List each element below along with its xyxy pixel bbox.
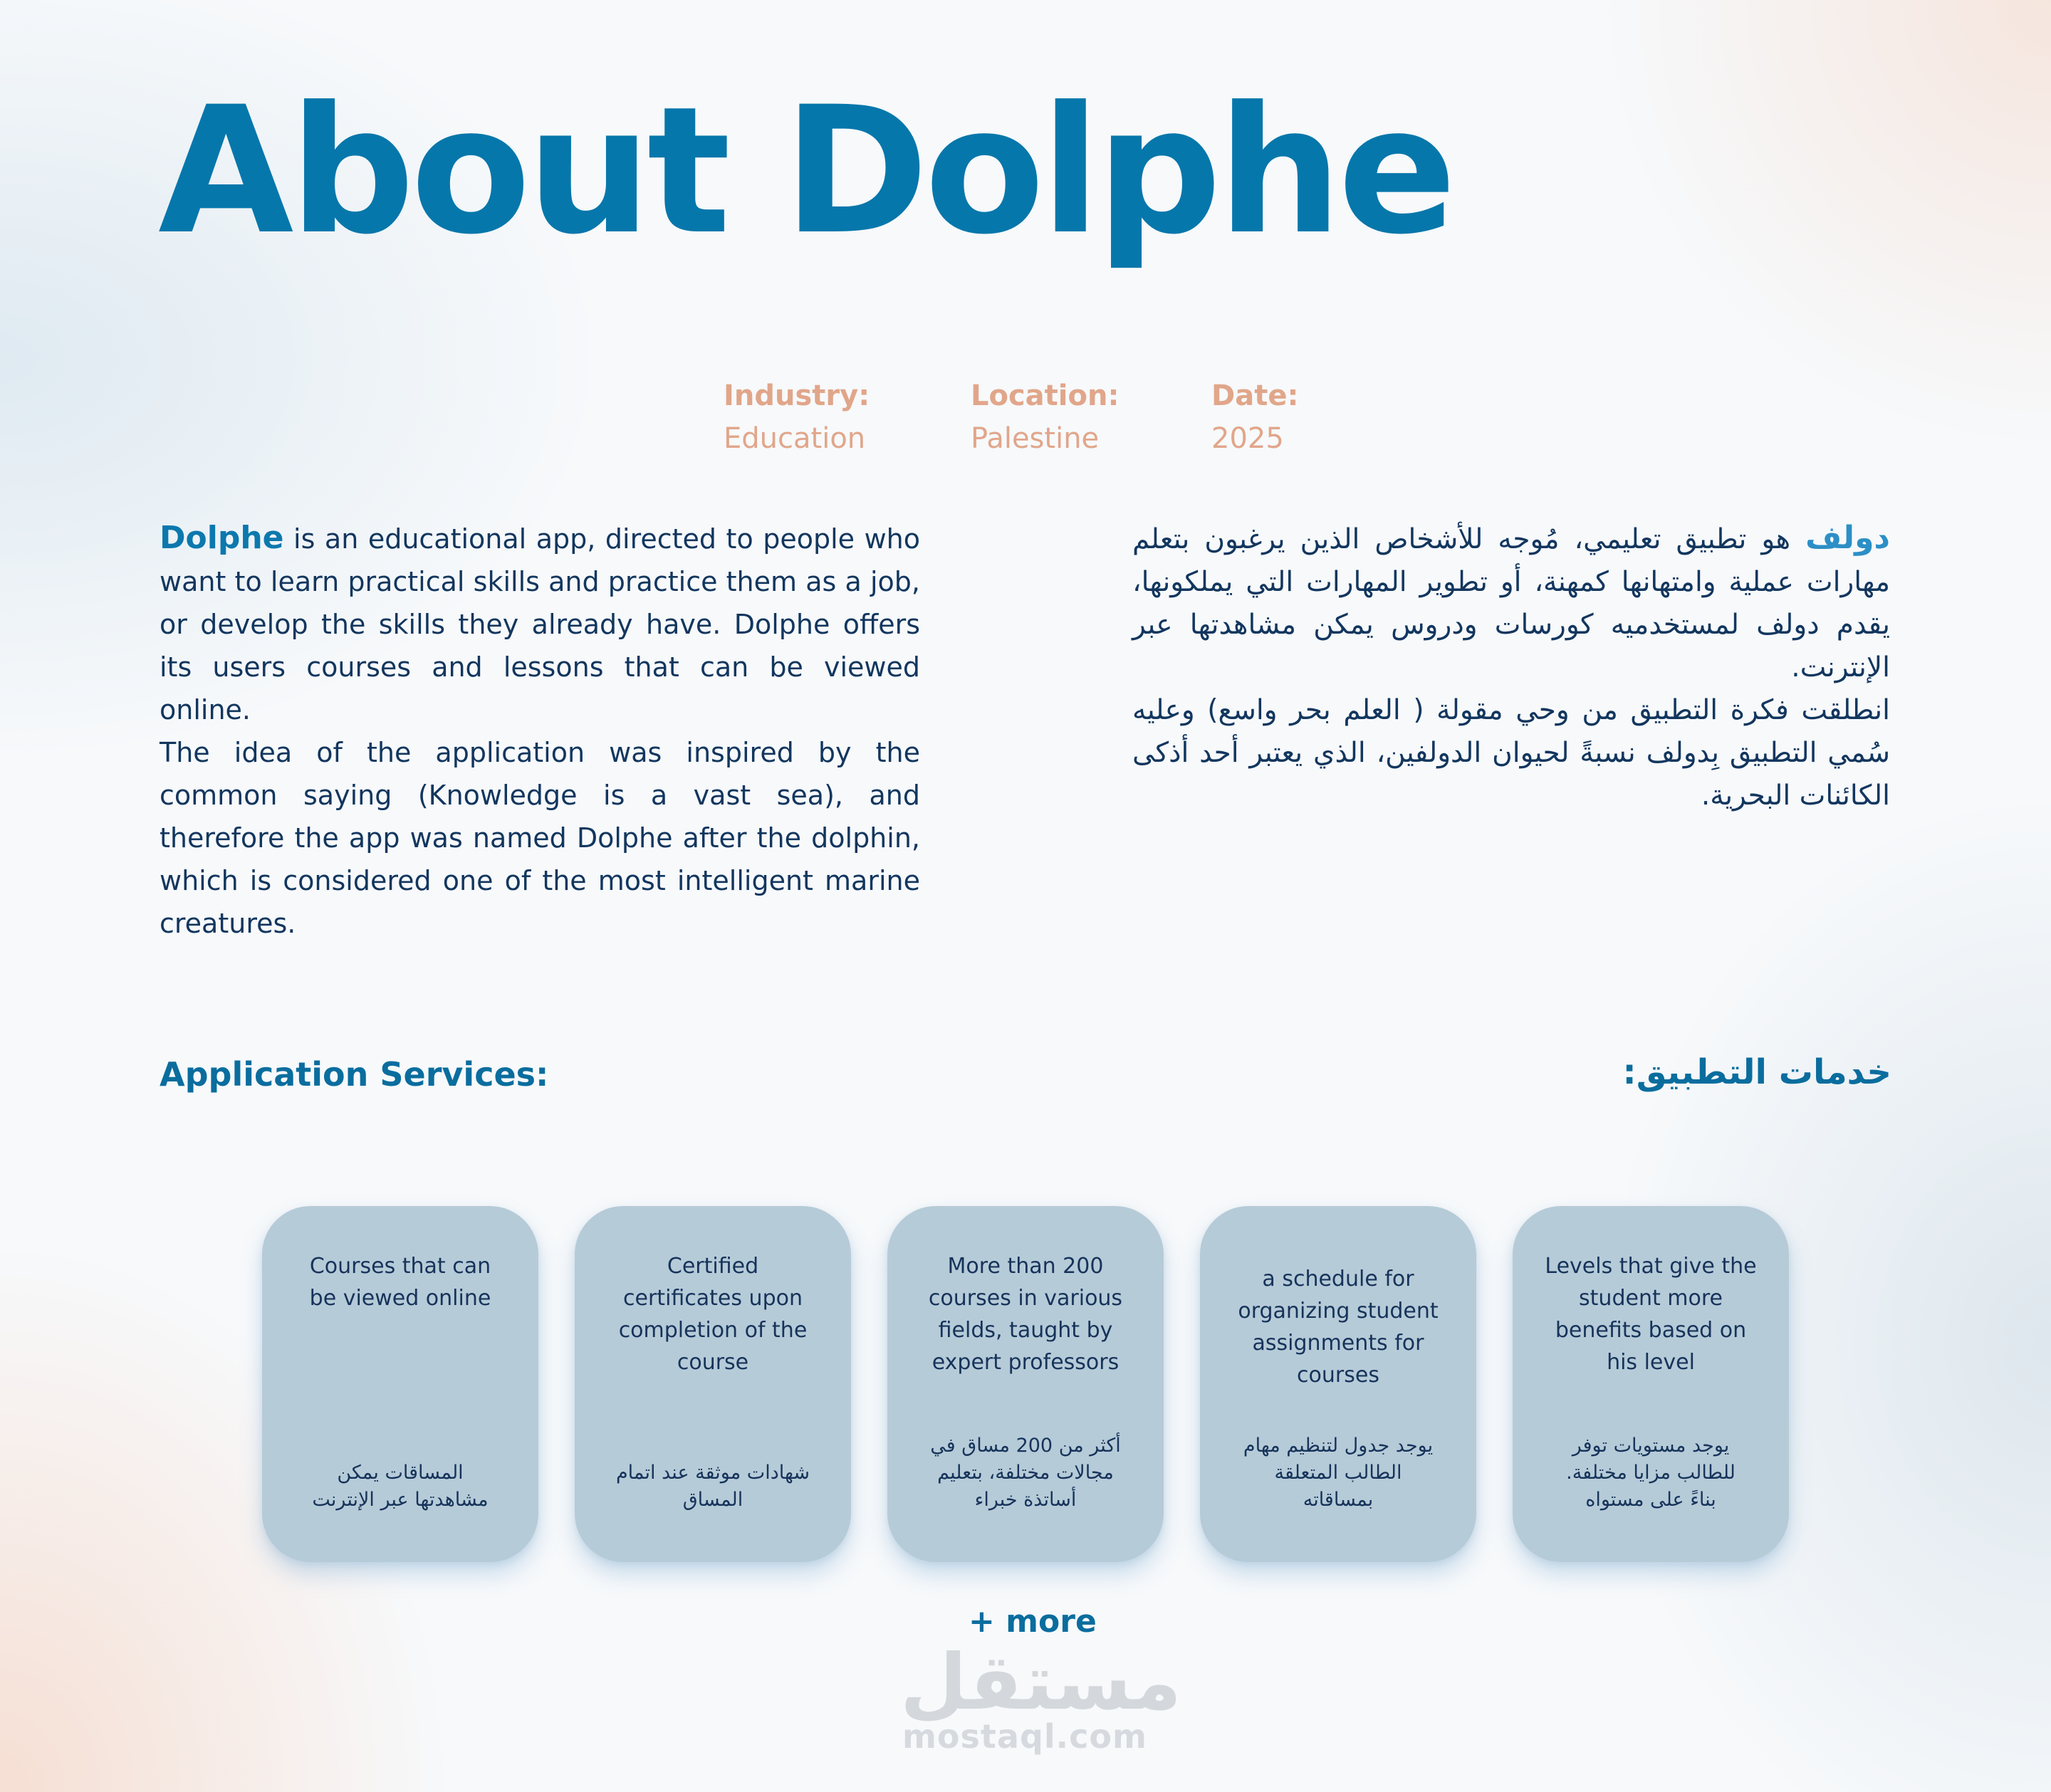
services-heading-ar: خدمات التطبيق: bbox=[1622, 1052, 1891, 1092]
about-arabic-p1 bbox=[1132, 517, 1890, 689]
meta-location-value: Palestine bbox=[971, 422, 1100, 455]
service-card-ar: المساقات يمكن مشاهدتها عبر الإنترنت bbox=[312, 1462, 489, 1511]
meta-industry-label: Industry: bbox=[724, 379, 870, 412]
service-card-ar: شهادات موثقة عند اتمام المساق bbox=[615, 1462, 810, 1511]
service-card-ar: يوجد جدول لتنظيم مهام الطالب المتعلقة بمساقاته bbox=[1243, 1435, 1434, 1511]
about-english bbox=[160, 517, 920, 945]
service-card-online-courses bbox=[262, 1206, 538, 1562]
service-card-levels bbox=[1513, 1206, 1789, 1562]
about-english-p1 bbox=[160, 517, 920, 731]
brand-name-en: Dolphe bbox=[160, 520, 284, 556]
about-english-p2: The idea of the application was inspired by the common saying (Knowledge is a vast sea), and therefore the app was named Dolphe after the dolphin, which is considered one of the most intelligent marine creatures. bbox=[160, 737, 920, 939]
about-arabic-p2: انطلقت فكرة التطبيق من وحي مقولة ( العلم بحر واسع) وعليه سُمي التطبيق بِدولف نسبةً لحيوان الدولفين، الذي يعتبر أحد أذكى الكائنات البحرية. bbox=[1132, 694, 1890, 812]
service-card-en: Courses that can be viewed online bbox=[309, 1254, 491, 1311]
service-card-ar: يوجد مستويات توفر للطالب مزايا مختلفة. بناءً على مستواه bbox=[1566, 1435, 1736, 1511]
about-english-p1-text: is an educational app, directed to people who want to learn practical skills and practice them as a job, or develop the skills they already have. Dolphe offers its users courses and lessons that can be viewed online. bbox=[160, 523, 920, 725]
meta-location-label: Location: bbox=[971, 379, 1120, 412]
meta-industry bbox=[724, 374, 870, 460]
meta-industry-value: Education bbox=[724, 422, 866, 455]
service-card-en: Levels that give the student more benefits based on his level bbox=[1545, 1254, 1757, 1375]
service-card-en: Certified certificates upon completion of the course bbox=[618, 1254, 808, 1375]
service-card-schedule bbox=[1200, 1206, 1476, 1562]
about-arabic bbox=[1132, 517, 1890, 817]
meta-date-value: 2025 bbox=[1211, 422, 1284, 455]
about-arabic-p1-text: هو تطبيق تعليمي، مُوجه للأشخاص الذين يرغبون بتعلم مهارات عملية وامتهانها كمهنة، أو تطوير المهارات التي يملكونها، يقدم دولف لمستخدميه كورسات ودروس يمكن مشاهدتها عبر الإنترنت. bbox=[1132, 523, 1890, 683]
service-cards bbox=[262, 1206, 1789, 1562]
service-card-en: a schedule for organizing student assignments for courses bbox=[1238, 1267, 1439, 1388]
page-title: About Dolphe bbox=[158, 70, 1453, 273]
watermark-logo-latin: mostaql.com bbox=[902, 1717, 1147, 1756]
meta-date bbox=[1211, 374, 1298, 460]
meta-date-label: Date: bbox=[1211, 379, 1299, 412]
brand-name-ar: دولف bbox=[1805, 520, 1890, 556]
service-card-course-count bbox=[887, 1206, 1164, 1562]
meta-location bbox=[971, 374, 1119, 460]
more-services-link[interactable]: + more bbox=[969, 1603, 1097, 1640]
service-card-ar: أكثر من 200 مساق في مجالات مختلفة، بتعليم أساتذة خبراء bbox=[930, 1435, 1121, 1511]
services-heading-en: Application Services: bbox=[160, 1055, 549, 1094]
service-card-certificates bbox=[575, 1206, 851, 1562]
watermark-logo-arabic: مستقل bbox=[900, 1638, 1181, 1727]
service-card-en: More than 200 courses in various fields, taught by expert professors bbox=[928, 1254, 1123, 1375]
